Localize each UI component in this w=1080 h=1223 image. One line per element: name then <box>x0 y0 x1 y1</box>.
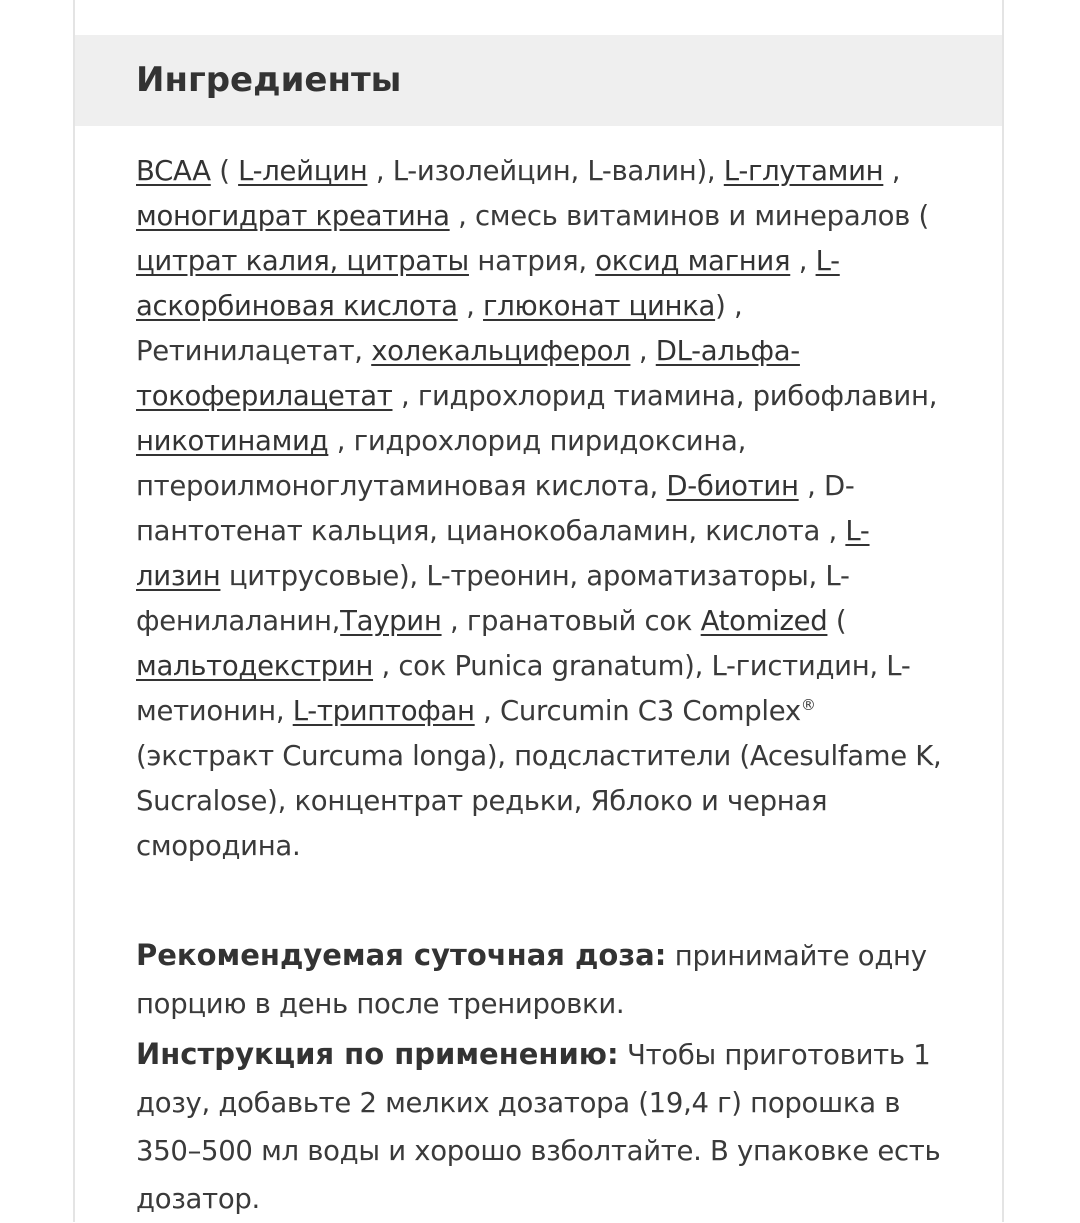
ingredient-text: , <box>883 155 901 187</box>
ingredient-link[interactable]: моногидрат креатина <box>136 200 450 232</box>
ingredient-text: , гидрохлорид пиридоксина, птероилмоноглутаминовая кислота, <box>136 425 747 502</box>
ingredient-link[interactable]: BCAA <box>136 155 211 187</box>
ingredient-text: цитрусовые), L-треонин, ароматизаторы, L-фенилаланин, <box>136 560 850 637</box>
ingredient-link[interactable]: L-лейцин <box>238 155 368 187</box>
ingredient-link[interactable]: никотинамид <box>136 425 329 457</box>
ingredients-text <box>136 149 948 869</box>
ingredient-text: , гидрохлорид тиамина, рибофлавин, <box>392 380 938 412</box>
ingredient-link[interactable]: холекальциферол <box>371 335 631 367</box>
ingredient-link[interactable]: Таурин <box>340 605 442 637</box>
ingredient-link[interactable]: D-биотин <box>666 470 799 502</box>
product-info-card <box>73 0 1004 1222</box>
ingredient-link[interactable]: DL-альфа-токоферилацетат <box>136 335 800 412</box>
ingredient-link[interactable]: L-лизин <box>136 515 870 592</box>
ingredient-link[interactable]: цитрат калия, цитраты <box>136 245 469 277</box>
ingredient-text: натрия, <box>468 245 596 277</box>
registered-mark: ® <box>800 695 816 714</box>
ingredient-link[interactable]: глюконат цинка <box>483 290 716 322</box>
ingredients-section-header <box>75 35 1002 126</box>
daily-dose <box>136 931 948 1028</box>
ingredient-text: ( <box>210 155 239 187</box>
usage-instructions <box>136 1030 948 1223</box>
ingredient-link[interactable]: оксид магния <box>595 245 791 277</box>
ingredient-text: , <box>790 245 816 277</box>
daily-dose-text: принимайте одну порцию в день после тренировки. <box>136 940 927 1020</box>
ingredient-link[interactable]: мальтодекстрин <box>136 650 374 682</box>
section-title: Ингредиенты <box>136 60 402 100</box>
ingredient-text: , D-пантотенат кальция, цианокобаламин, кислота , <box>136 470 855 547</box>
usage-instructions-label: Инструкция по применению: <box>136 1037 619 1071</box>
daily-dose-label: Рекомендуемая суточная доза: <box>136 938 667 972</box>
ingredient-text: ( <box>827 605 847 637</box>
ingredient-text: , гранатовый сок <box>441 605 701 637</box>
ingredient-text: , <box>457 290 484 322</box>
ingredient-text: (экстракт Curcuma longa), подсластители (Acesulfame K, Sucralose), концентрат редьки, Яблоко и черная смородина. <box>136 740 942 862</box>
ingredient-link[interactable]: L-глутамин <box>723 155 884 187</box>
ingredient-text: , Curcumin C3 Complex <box>474 695 801 727</box>
ingredient-link[interactable]: Atomized <box>700 605 828 637</box>
ingredient-text: ) , Ретинилацетат, <box>136 290 743 367</box>
ingredient-text: , смесь витаминов и минералов ( <box>449 200 929 232</box>
ingredient-link[interactable]: L-аскорбиновая кислота <box>136 245 840 322</box>
ingredient-text: , L-изолейцин, L-валин), <box>367 155 724 187</box>
usage-instructions-text: Чтобы приготовить 1 дозу, добавьте 2 мелких дозатора (19,4 г) порошка в 350–500 мл воды и хорошо взболтайте. В упаковке есть дозатор. <box>136 1039 941 1215</box>
ingredient-text: , сок Punica granatum), L-гистидин, L-метионин, <box>136 650 911 727</box>
ingredient-text: , <box>630 335 656 367</box>
ingredient-link[interactable]: L-триптофан <box>292 695 475 727</box>
